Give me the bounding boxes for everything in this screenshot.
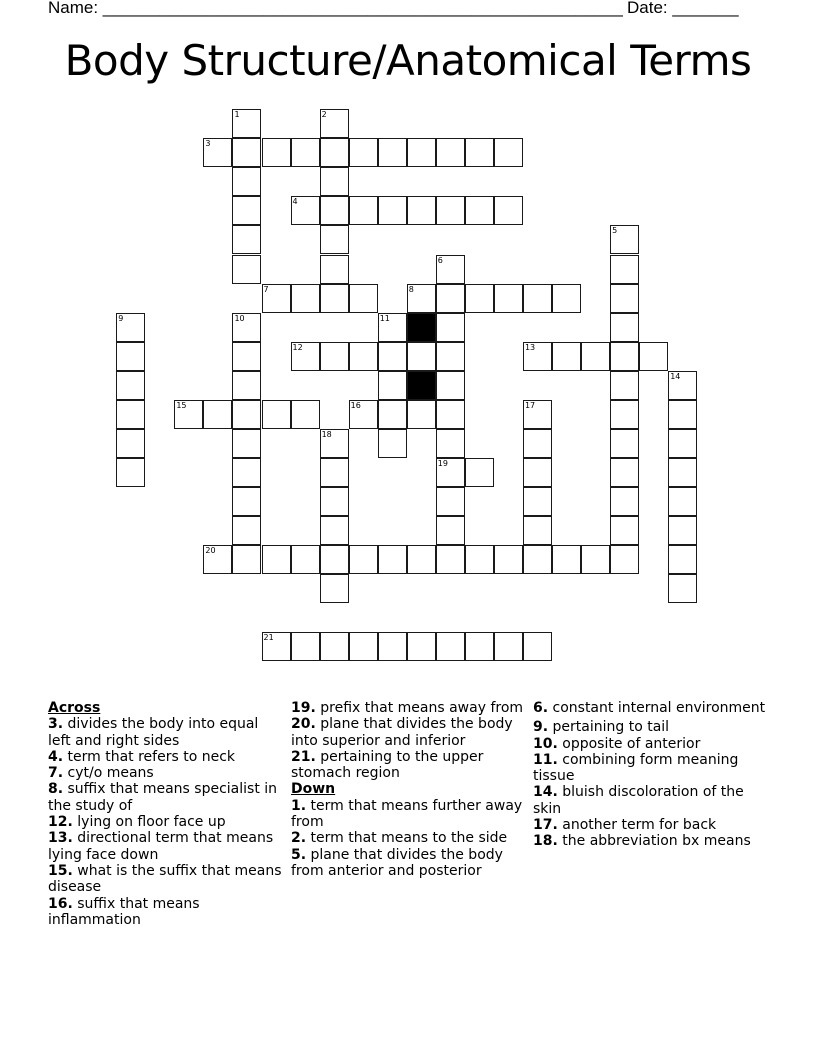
clue-number: 21: [263, 633, 274, 643]
clue-down-5: 5. plane that divides the body from anterior and posterior: [291, 846, 503, 879]
grid-cell[interactable]: [320, 429, 349, 458]
grid-cell[interactable]: [436, 196, 465, 225]
clue-down-2: 2. term that means to the side: [291, 830, 508, 847]
clue-across-8: 8. suffix that means specialist in the study of: [48, 781, 278, 814]
grid-cell[interactable]: [465, 545, 494, 574]
grid-cell[interactable]: [320, 632, 349, 661]
grid-cell[interactable]: [232, 429, 261, 458]
grid-cell[interactable]: [436, 487, 465, 516]
grid-cell[interactable]: [349, 342, 378, 371]
grid-cell[interactable]: [407, 400, 436, 429]
grid-cell[interactable]: [378, 545, 407, 574]
grid-cell[interactable]: [436, 400, 465, 429]
grid-cell[interactable]: [349, 284, 378, 313]
grid-cell[interactable]: [232, 167, 261, 196]
clue-number: 7: [263, 284, 269, 294]
clue-number: 5: [612, 226, 618, 236]
grid-cell[interactable]: [610, 225, 639, 254]
black-cell: [407, 371, 436, 400]
clue-number: 1: [234, 110, 240, 120]
clue-across-19: 19. prefix that means away from: [291, 700, 524, 716]
grid-cell[interactable]: [232, 196, 261, 225]
grid-cell[interactable]: [552, 342, 581, 371]
grid-cell[interactable]: [174, 400, 203, 429]
grid-cell[interactable]: [436, 138, 465, 167]
grid-cell[interactable]: [523, 632, 552, 661]
grid-cell[interactable]: [436, 284, 465, 313]
grid-cell[interactable]: [494, 284, 523, 313]
grid-cell[interactable]: [523, 400, 552, 429]
grid-cell[interactable]: [436, 342, 465, 371]
grid-cell[interactable]: [349, 632, 378, 661]
grid-cell[interactable]: [349, 400, 378, 429]
grid-cell[interactable]: [407, 284, 436, 313]
grid-cell[interactable]: [668, 429, 697, 458]
clue-number: 8: [408, 284, 414, 294]
clue-number: 18: [321, 429, 332, 439]
grid-cell[interactable]: [436, 313, 465, 342]
grid-cell[interactable]: [465, 284, 494, 313]
grid-cell[interactable]: [291, 138, 320, 167]
grid-cell[interactable]: [232, 516, 261, 545]
grid-cell[interactable]: [610, 516, 639, 545]
clue-down-1: 1. term that means further away from: [291, 797, 523, 831]
grid-cell[interactable]: [581, 342, 610, 371]
clue-number: 19: [437, 458, 448, 468]
clue-number: 4: [292, 197, 298, 207]
across-heading: Across: [48, 700, 101, 716]
grid-cell[interactable]: [320, 255, 349, 284]
grid-cell[interactable]: [262, 545, 291, 574]
date-field[interactable]: Date: _______: [627, 0, 739, 17]
grid-cell[interactable]: [465, 138, 494, 167]
grid-cell[interactable]: [291, 545, 320, 574]
grid-cell[interactable]: [639, 342, 668, 371]
grid-cell[interactable]: [523, 516, 552, 545]
grid-cell[interactable]: [232, 458, 261, 487]
grid-cell[interactable]: [262, 632, 291, 661]
grid-cell[interactable]: [581, 545, 610, 574]
grid-cell[interactable]: [262, 284, 291, 313]
grid-cell[interactable]: [291, 284, 320, 313]
clue-number: 12: [292, 342, 303, 352]
grid-cell[interactable]: [232, 255, 261, 284]
clue-across-7: 7. cyt/o means: [48, 765, 154, 782]
grid-cell[interactable]: [232, 225, 261, 254]
grid-cell[interactable]: [320, 225, 349, 254]
clue-number: 6: [437, 255, 443, 265]
grid-cell[interactable]: [320, 516, 349, 545]
grid-cell[interactable]: [378, 313, 407, 342]
grid-cell[interactable]: [349, 545, 378, 574]
grid-cell[interactable]: [407, 632, 436, 661]
grid-cell[interactable]: [262, 138, 291, 167]
grid-cell[interactable]: [320, 109, 349, 138]
name-field[interactable]: Name: _______________________________________________________: [48, 0, 623, 17]
clue-number: 10: [234, 313, 245, 323]
clue-number: 16: [350, 400, 361, 410]
clue-across-4: 4. term that refers to neck: [48, 748, 235, 765]
clues-column-3: [533, 700, 769, 850]
grid-cell[interactable]: [291, 632, 320, 661]
grid-cell[interactable]: [116, 400, 145, 429]
grid-cell[interactable]: [668, 458, 697, 487]
grid-cell[interactable]: [203, 138, 232, 167]
grid-cell[interactable]: [291, 342, 320, 371]
grid-cell[interactable]: [320, 574, 349, 603]
grid-cell[interactable]: [378, 196, 407, 225]
clue-across-21: 21. pertaining to the upper stomach region: [291, 748, 484, 782]
grid-cell[interactable]: [523, 429, 552, 458]
grid-cell[interactable]: [378, 371, 407, 400]
grid-cell[interactable]: [436, 429, 465, 458]
clue-down-14: 14. bluish discoloration of the skin: [533, 784, 744, 817]
clue-number: 17: [524, 400, 536, 410]
grid-cell[interactable]: [610, 342, 639, 371]
grid-cell[interactable]: [436, 255, 465, 284]
grid-cell[interactable]: [668, 545, 697, 574]
grid-cell[interactable]: [523, 545, 552, 574]
grid-cell[interactable]: [523, 458, 552, 487]
grid-cell[interactable]: [349, 196, 378, 225]
grid-cell[interactable]: [116, 342, 145, 371]
grid-cell[interactable]: [668, 516, 697, 545]
grid-cell[interactable]: [320, 196, 349, 225]
grid-cell[interactable]: [320, 487, 349, 516]
grid-cell[interactable]: [552, 545, 581, 574]
grid-cell[interactable]: [232, 400, 261, 429]
clue-number: 15: [176, 400, 187, 410]
grid-cell[interactable]: [610, 487, 639, 516]
grid-cell[interactable]: [494, 138, 523, 167]
clue-number: 11: [379, 313, 390, 323]
grid-cell[interactable]: [291, 400, 320, 429]
grid-cell[interactable]: [668, 574, 697, 603]
clue-number: 2: [321, 110, 327, 120]
grid-cell[interactable]: [116, 313, 145, 342]
clue-down-9: 9. pertaining to tail: [533, 719, 670, 736]
grid-cell[interactable]: [668, 371, 697, 400]
grid-cell[interactable]: [523, 284, 552, 313]
grid-cell[interactable]: [320, 284, 349, 313]
grid-cell[interactable]: [320, 167, 349, 196]
grid-cell[interactable]: [610, 255, 639, 284]
grid-cell[interactable]: [494, 196, 523, 225]
clue-down-17: 17. another term for back: [533, 817, 717, 834]
clue-down-10: 10. opposite of anterior: [533, 735, 701, 752]
grid-cell[interactable]: [378, 138, 407, 167]
grid-cell[interactable]: [232, 487, 261, 516]
grid-cell[interactable]: [523, 342, 552, 371]
grid-cell[interactable]: [436, 545, 465, 574]
grid-cell[interactable]: [320, 545, 349, 574]
grid-cell[interactable]: [378, 429, 407, 458]
grid-cell[interactable]: [320, 138, 349, 167]
clue-number: 20: [205, 546, 216, 555]
clue-number: 14: [670, 371, 681, 381]
grid-cell[interactable]: [116, 458, 145, 487]
clue-across-12: 12. lying on floor face up: [48, 814, 226, 831]
grid-cell[interactable]: [610, 400, 639, 429]
grid-cell[interactable]: [262, 400, 291, 429]
grid-cell[interactable]: [610, 284, 639, 313]
grid-cell[interactable]: [436, 458, 465, 487]
down-heading: Down: [291, 781, 336, 798]
clue-down-11: 11. combining form meaning tissue: [533, 751, 739, 785]
clue-across-16: 16. suffix that means inflammation: [48, 895, 200, 928]
grid-cell[interactable]: [232, 371, 261, 400]
black-cell: [407, 313, 436, 342]
grid-cell[interactable]: [407, 138, 436, 167]
grid-cell[interactable]: [465, 458, 494, 487]
grid-cell[interactable]: [436, 371, 465, 400]
grid-cell[interactable]: [407, 196, 436, 225]
grid-cell[interactable]: [668, 487, 697, 516]
grid-cell[interactable]: [407, 342, 436, 371]
grid-cell[interactable]: [378, 400, 407, 429]
grid-cell[interactable]: [436, 632, 465, 661]
grid-cell[interactable]: [610, 545, 639, 574]
clue-across-20: 20. plane that divides the body into superior and inferior: [291, 716, 513, 749]
grid-cell[interactable]: [610, 429, 639, 458]
grid-cell[interactable]: [494, 545, 523, 574]
clues-column-2: [291, 700, 527, 879]
grid-cell[interactable]: [378, 632, 407, 661]
grid-cell[interactable]: [320, 342, 349, 371]
clue-number: 13: [524, 342, 536, 352]
clue-number: 9: [118, 313, 124, 323]
page-title: Body Structure/Anatomical Terms: [64, 36, 752, 85]
grid-cell[interactable]: [232, 342, 261, 371]
clue-number: 3: [205, 139, 211, 149]
grid-cell[interactable]: [203, 545, 232, 574]
grid-cell[interactable]: [465, 632, 494, 661]
grid-cell[interactable]: [407, 545, 436, 574]
grid-cell[interactable]: [116, 429, 145, 458]
grid-cell[interactable]: [232, 109, 261, 138]
clues-column-1: [48, 700, 284, 928]
grid-cell[interactable]: [232, 313, 261, 342]
grid-cell[interactable]: [668, 400, 697, 429]
grid-cell[interactable]: [610, 371, 639, 400]
clue-across-13: 13. directional term that means lying face down: [48, 830, 274, 863]
grid-cell[interactable]: [610, 458, 639, 487]
grid-cell[interactable]: [203, 400, 232, 429]
grid-cell[interactable]: [320, 458, 349, 487]
grid-cell[interactable]: [116, 371, 145, 400]
grid-cell[interactable]: [349, 138, 378, 167]
clue-down-18: 18. the abbreviation bx means: [533, 833, 751, 850]
grid-cell[interactable]: [291, 196, 320, 225]
grid-cell[interactable]: [523, 487, 552, 516]
grid-cell[interactable]: [465, 196, 494, 225]
clue-across-3: 3. divides the body into equal left and right sides: [48, 716, 259, 749]
clue-across-15: 15. what is the suffix that means disease: [48, 862, 282, 896]
grid-cell[interactable]: [552, 284, 581, 313]
grid-cell[interactable]: [610, 313, 639, 342]
grid-cell[interactable]: [436, 516, 465, 545]
grid-cell[interactable]: [494, 632, 523, 661]
grid-cell[interactable]: [378, 342, 407, 371]
clue-down-6: 6. constant internal environment: [533, 700, 766, 716]
grid-cell[interactable]: [232, 545, 261, 574]
grid-cell[interactable]: [232, 138, 261, 167]
